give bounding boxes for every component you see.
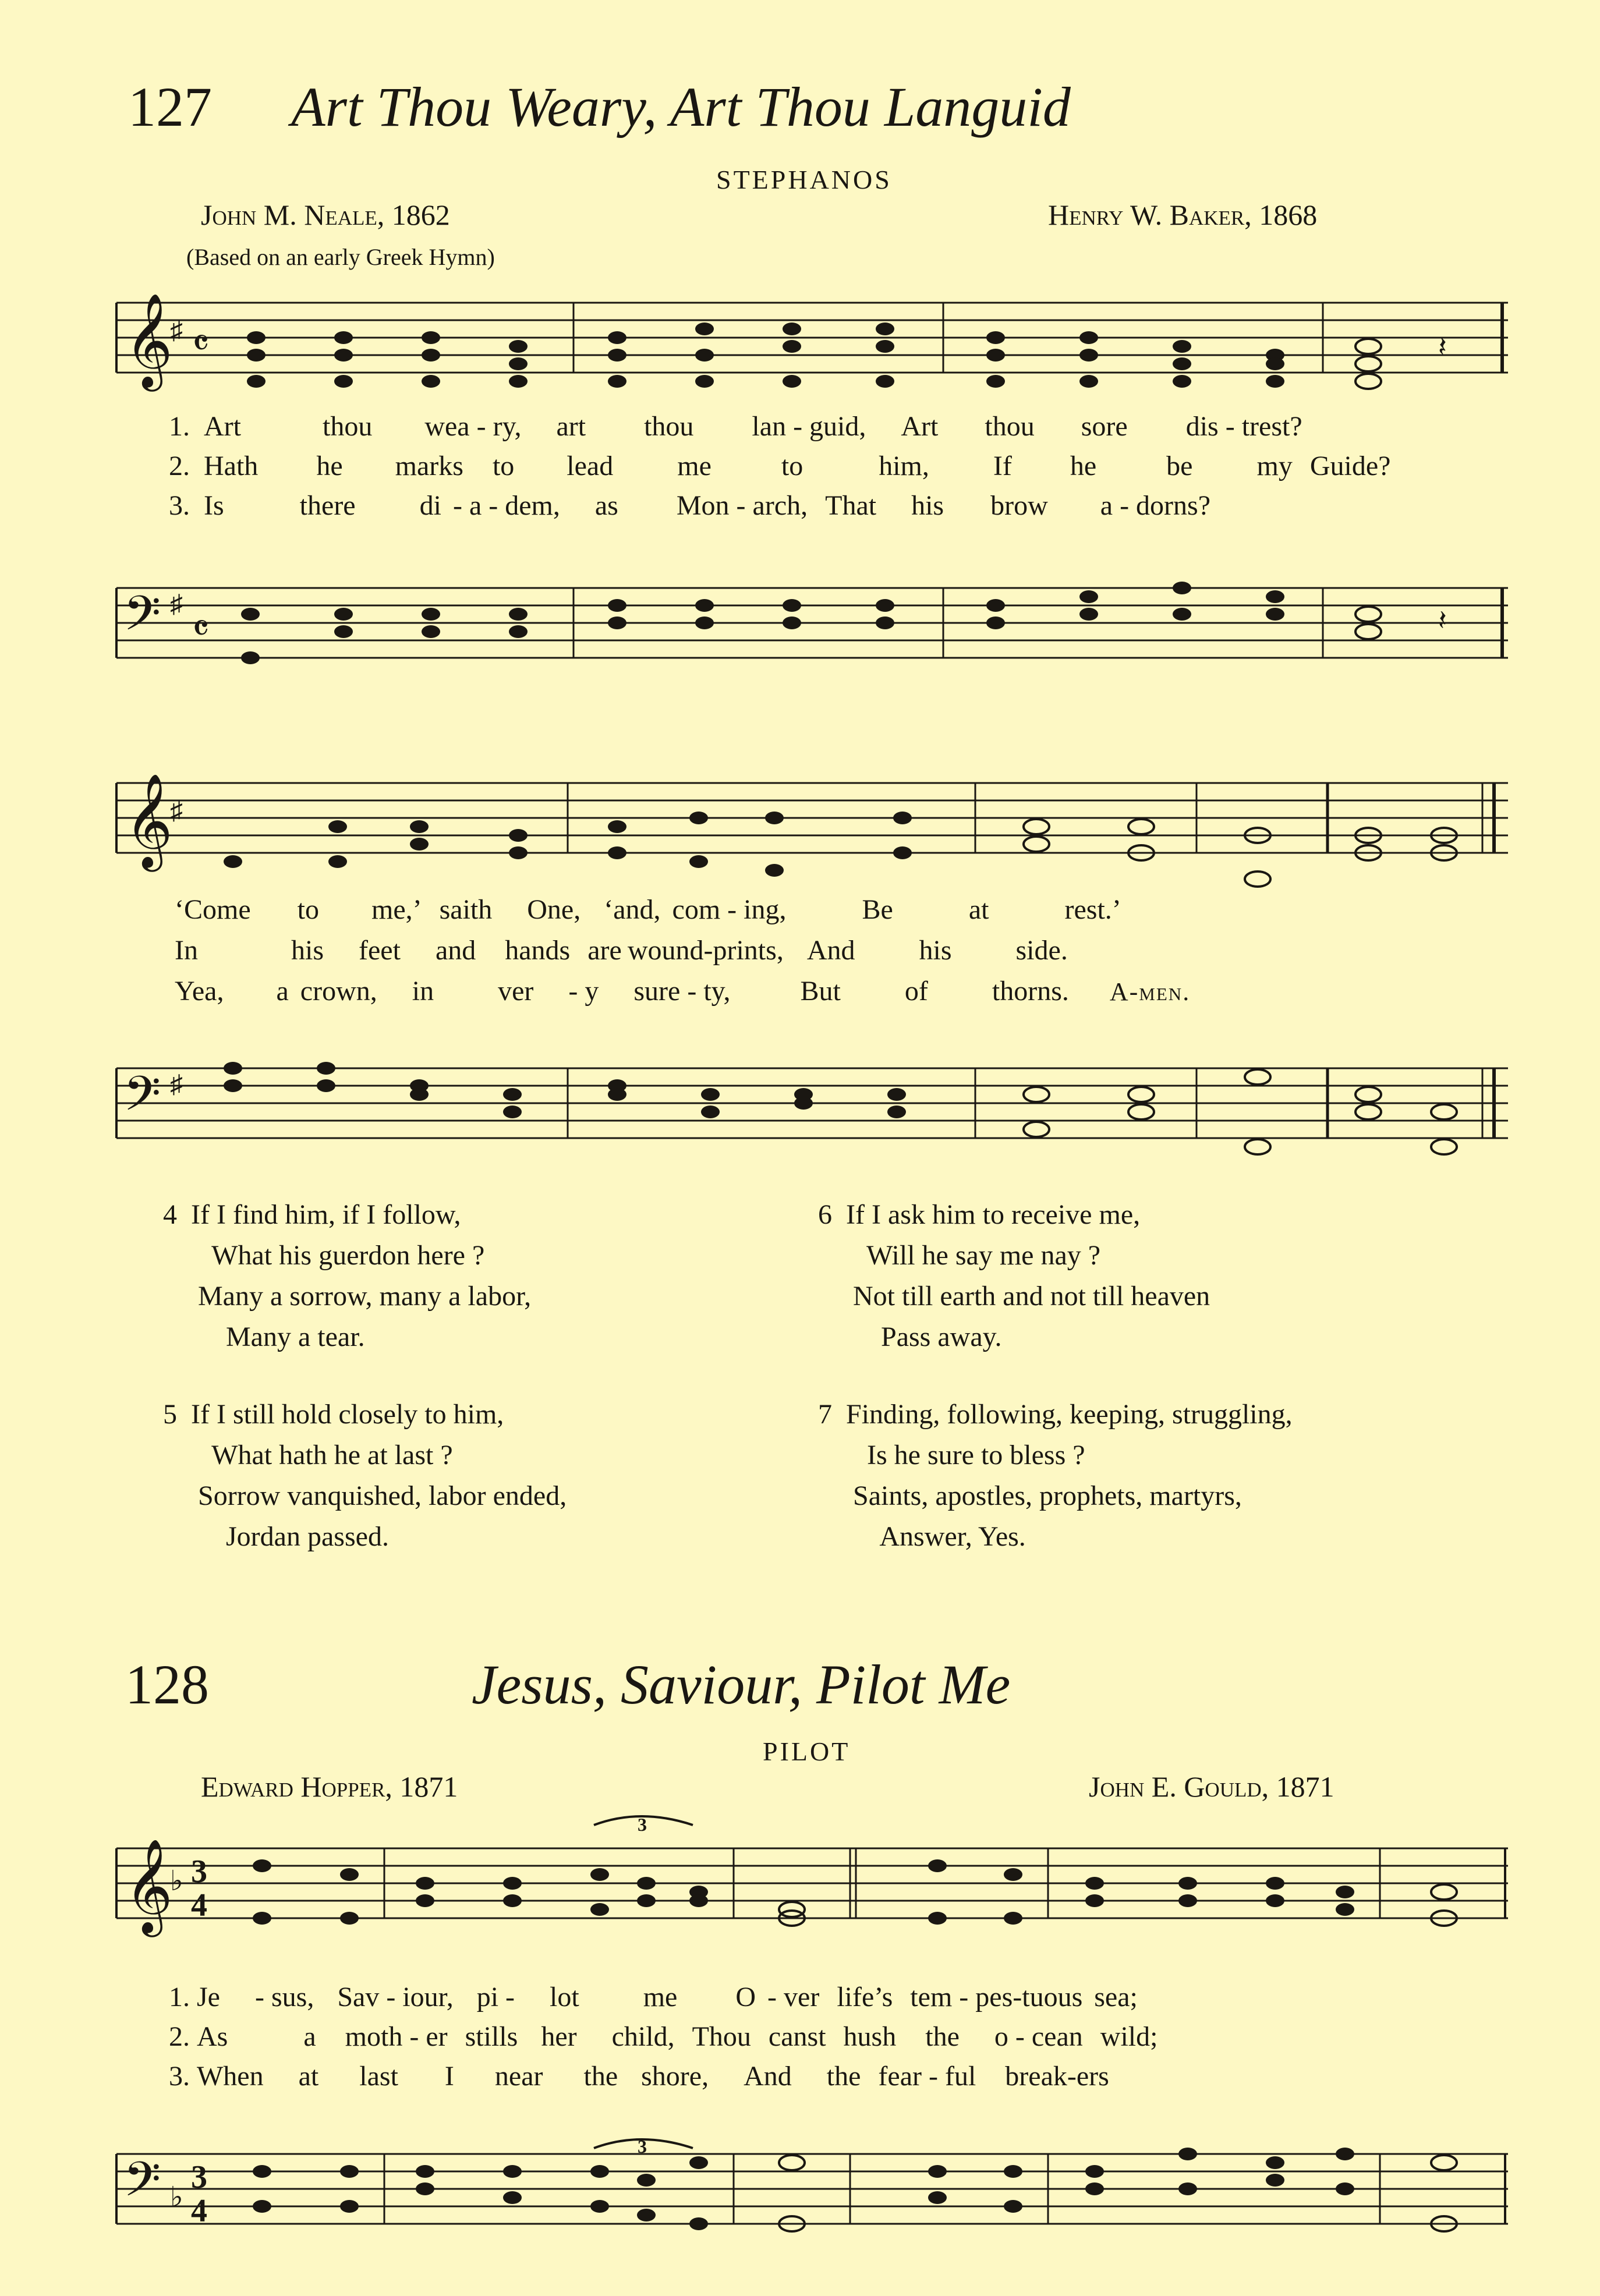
stanza-5: 5 If I still hold closely to him, What hath he at last ? Sorrow vanquished, labor ended, Jordan passed. bbox=[163, 1399, 567, 1552]
lyric-128-verse-1: 1. Je - sus, Sav - iour, pi - lot me O - ver life’s tem - pes-tuous sea; bbox=[169, 1982, 1138, 2012]
lyric-verse-3-line-2: Yea, a crown, in ver - y sure - ty, But of thorns. A-men. bbox=[175, 976, 1191, 1007]
svg-text:3: 3 bbox=[191, 1854, 207, 1890]
bass-clef-icon: 𝄢 bbox=[123, 587, 161, 652]
svg-text:♭: ♭ bbox=[170, 2182, 183, 2213]
svg-text:𝄽: 𝄽 bbox=[1438, 332, 1447, 363]
svg-text:3: 3 bbox=[638, 1814, 647, 1835]
svg-text:♯: ♯ bbox=[170, 796, 183, 825]
svg-text:3: 3 bbox=[191, 2159, 207, 2195]
treble-clef-icon: 𝄞 bbox=[125, 296, 173, 386]
staff-bass bbox=[116, 588, 1508, 675]
svg-text:𝄽: 𝄽 bbox=[1438, 605, 1447, 636]
hymn-title-128: Jesus, Saviour, Pilot Me bbox=[472, 1653, 1011, 1716]
lyric-128-verse-3: 3. When at last I near the shore, And the fear - ful break-ers bbox=[169, 2061, 1109, 2092]
author-credit-128: Edward Hopper, 1871 bbox=[201, 1770, 458, 1803]
stanza-4: 4 If I find him, if I follow, What his guerdon here ? Many a sorrow, many a labor, Many a tear. bbox=[163, 1199, 532, 1352]
staff-bass-2 bbox=[116, 1068, 1508, 1156]
composer-credit-128: John E. Gould, 1871 bbox=[1089, 1770, 1334, 1803]
staff-treble bbox=[116, 296, 1508, 390]
author-credit: John M. Neale, 1862 bbox=[201, 199, 450, 231]
lyric-128-verse-2: 2. As a moth - er stills her child, Thou canst hush the o - cean wild; bbox=[169, 2021, 1158, 2052]
tune-name-128: PILOT bbox=[763, 1737, 851, 1766]
svg-text:𝄢: 𝄢 bbox=[123, 1068, 161, 1132]
staff-treble-128 bbox=[116, 1814, 1508, 1936]
lyric-verse-1-line-2: ‘Come to me,’ saith One, ‘and, com - ing, Be at rest.’ bbox=[175, 894, 1121, 925]
lyric-verse-2: 2. Hath he marks to lead me to him, If he be my Guide? bbox=[169, 451, 1391, 481]
svg-text:𝄴: 𝄴 bbox=[192, 606, 210, 651]
staff-bass-128 bbox=[116, 2136, 1508, 2241]
svg-text:4: 4 bbox=[191, 1887, 207, 1923]
source-note: (Based on an early Greek Hymn) bbox=[186, 244, 495, 270]
hymn-title: Art Thou Weary, Art Thou Languid bbox=[291, 76, 1071, 138]
composer-credit: Henry W. Baker, 1868 bbox=[1048, 199, 1318, 231]
lyric-verse-1: 1. Art thou wea - ry, art thou lan - guid, Art thou sore dis - trest? bbox=[169, 411, 1302, 442]
svg-text:𝄞: 𝄞 bbox=[125, 1841, 173, 1932]
tune-name: STEPHANOS bbox=[716, 165, 892, 194]
svg-text:𝄴: 𝄴 bbox=[192, 321, 210, 366]
svg-text:3: 3 bbox=[638, 2136, 647, 2157]
lyric-verse-2-line-2: In his feet and hands are wound-prints, And his side. bbox=[175, 935, 1068, 966]
svg-text:𝄢: 𝄢 bbox=[123, 2153, 161, 2218]
staff-treble-2 bbox=[116, 776, 1508, 870]
svg-text:♯: ♯ bbox=[170, 1070, 183, 1099]
hymn-number: 127 bbox=[128, 76, 212, 138]
stanza-7: 7 Finding, following, keeping, struggling, Is he sure to bless ? Saints, apostles, prophets, martyrs, Answer, Yes. bbox=[818, 1399, 1293, 1552]
svg-text:4: 4 bbox=[191, 2193, 207, 2229]
amen-label: A-men. bbox=[1109, 977, 1191, 1006]
lyric-verse-3: 3. Is there di - a - dem, as Mon - arch, That his brow a - dorns? bbox=[169, 490, 1211, 521]
svg-text:♭: ♭ bbox=[170, 1866, 183, 1897]
svg-text:𝄞: 𝄞 bbox=[125, 776, 173, 866]
stanza-6: 6 If I ask him to receive me, Will he say me nay ? Not till earth and not till heaven Pass away. bbox=[818, 1199, 1210, 1352]
hymn-number-128: 128 bbox=[125, 1653, 209, 1716]
svg-text:♯: ♯ bbox=[170, 316, 183, 345]
svg-text:♯: ♯ bbox=[170, 590, 183, 618]
